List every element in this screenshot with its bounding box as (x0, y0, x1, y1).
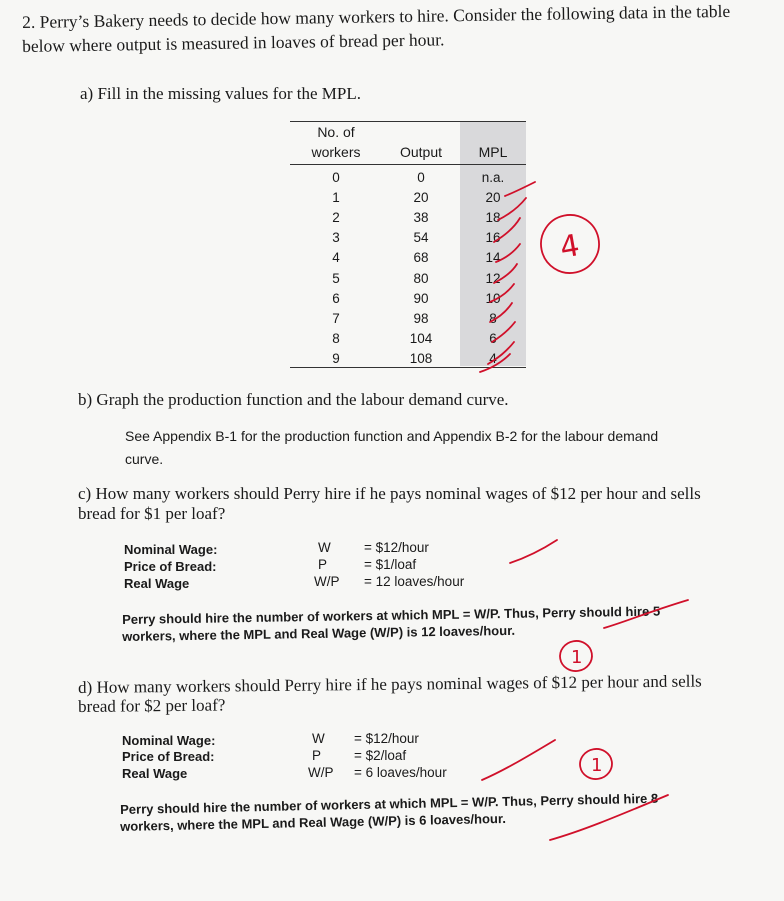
part-d-answer-line-2: workers, where the MPL and Real Wage (W/P) is 6 loaves/hour. (120, 810, 507, 834)
part-d-sym-wp: W/P (308, 765, 334, 780)
table-cell-mpl: 18 (485, 210, 501, 226)
grade-a-number: 4 (557, 228, 583, 266)
table-cell-mpl: n.a. (481, 170, 505, 185)
part-d-check-mark (482, 740, 555, 780)
header-workers-line-2: workers (311, 144, 361, 160)
table-cell-output: 104 (409, 330, 433, 346)
part-c-check-mark (510, 540, 557, 563)
part-c-label-line-1: c) How many workers should Perry hire if he pays nominal wages of $12 per hour and sells (78, 484, 701, 503)
check-mark-row-5 (494, 264, 517, 283)
check-mark-row-2 (498, 198, 526, 220)
table-cell-workers: 1 (332, 190, 340, 206)
part-d-value-p: = $2/loaf (354, 748, 407, 763)
table-cell-workers: 6 (332, 290, 340, 306)
header-workers-line-1: No. of (317, 124, 355, 140)
part-d-hire-underline (550, 795, 668, 840)
table-cell-workers: 4 (332, 250, 340, 266)
table-cell-output: 98 (413, 310, 429, 326)
part-c-value-p: = $1/loaf (364, 557, 417, 572)
table-cell-output: 80 (413, 270, 429, 286)
table-cell-mpl: 12 (485, 270, 501, 286)
check-mark-row-10 (480, 354, 510, 372)
question-intro-line-1: 2. Perry’s Bakery needs to decide how many workers to hire. Consider the following data in the table (22, 0, 731, 32)
part-c-value-w: = $12/hour (364, 540, 429, 555)
part-d-value-wp: = 6 loaves/hour (354, 765, 447, 780)
part-a-label: a) Fill in the missing values for the MPL. (80, 84, 361, 103)
part-d-sym-p: P (312, 748, 322, 763)
part-d-real-wage-label: Real Wage (122, 766, 188, 781)
table-cell-workers: 2 (332, 210, 340, 226)
part-d-label-line-2: bread for $2 per loaf? (78, 695, 226, 716)
part-b-label: b) Graph the production function and the labour demand curve. (78, 390, 509, 409)
table-cell-mpl: 4 (489, 350, 497, 366)
table-cell-mpl: 14 (485, 250, 501, 266)
table-cell-workers: 9 (332, 350, 340, 366)
part-c-hire-underline (604, 600, 688, 628)
check-mark-row-8 (492, 322, 515, 342)
table-cell-output: 0 (417, 170, 425, 185)
check-mark-row-6 (490, 284, 514, 302)
grade-c-number: 1 (571, 647, 583, 668)
table-cell-output: 20 (413, 190, 429, 206)
table-cell-mpl: 8 (489, 310, 497, 326)
part-c-label-line-2: bread for $1 per loaf? (78, 504, 226, 523)
part-c-sym-w: W (318, 540, 331, 555)
part-b-answer-line-2: curve. (125, 451, 164, 467)
check-mark-row-4 (496, 244, 520, 262)
part-b-answer-line-1: See Appendix B-1 for the production function and Appendix B-2 for the labour demand (125, 428, 659, 444)
table-cell-output: 38 (413, 210, 429, 226)
part-d-value-w: = $12/hour (354, 731, 419, 746)
part-c-value-wp: = 12 loaves/hour (364, 574, 465, 589)
part-c-real-wage-label: Real Wage (124, 576, 190, 591)
part-c-sym-p: P (318, 557, 328, 572)
table-cell-workers: 0 (332, 170, 340, 185)
part-d-answer-line-1: Perry should hire the number of workers at which MPL = W/P. Thus, Perry should hire 8 (120, 790, 659, 817)
part-d-price-label: Price of Bread: (122, 749, 215, 764)
table-cell-output: 54 (413, 230, 429, 246)
part-c-answer-line-1: Perry should hire the number of workers at which MPL = W/P. Thus, Perry should hire 5 (122, 603, 661, 627)
table-cell-mpl: 10 (485, 290, 501, 306)
table-cell-mpl: 16 (485, 230, 501, 246)
part-c-sym-wp: W/P (314, 574, 340, 589)
table-cell-workers: 7 (332, 310, 340, 326)
table-cell-output: 108 (409, 350, 433, 366)
part-c-price-label: Price of Bread: (124, 559, 217, 574)
table-cell-output: 68 (413, 250, 429, 266)
part-d-nominal-wage-label: Nominal Wage: (122, 733, 216, 748)
part-d-label-line-1: d) How many workers should Perry hire if he pays nominal wages of $12 per hour and sells (78, 671, 702, 697)
table-cell-output: 90 (413, 290, 429, 306)
table-cell-workers: 3 (332, 230, 340, 246)
part-c-answer-line-2: workers, where the MPL and Real Wage (W/P) is 12 loaves/hour. (122, 622, 516, 644)
header-output: Output (399, 144, 443, 160)
table-cell-mpl: 20 (485, 190, 501, 206)
grade-d-number: 1 (591, 755, 603, 776)
part-d-sym-w: W (312, 731, 325, 746)
check-mark-row-7 (490, 303, 512, 322)
check-mark-row-3 (494, 218, 520, 242)
part-c-nominal-wage-label: Nominal Wage: (124, 542, 218, 557)
table-cell-workers: 8 (332, 330, 340, 346)
table-cell-workers: 5 (332, 270, 340, 286)
header-mpl: MPL (478, 144, 508, 160)
table-cell-mpl: 6 (489, 330, 497, 346)
question-intro-line-2: below where output is measured in loaves of bread per hour. (22, 29, 445, 56)
check-mark-row-1 (505, 182, 535, 196)
